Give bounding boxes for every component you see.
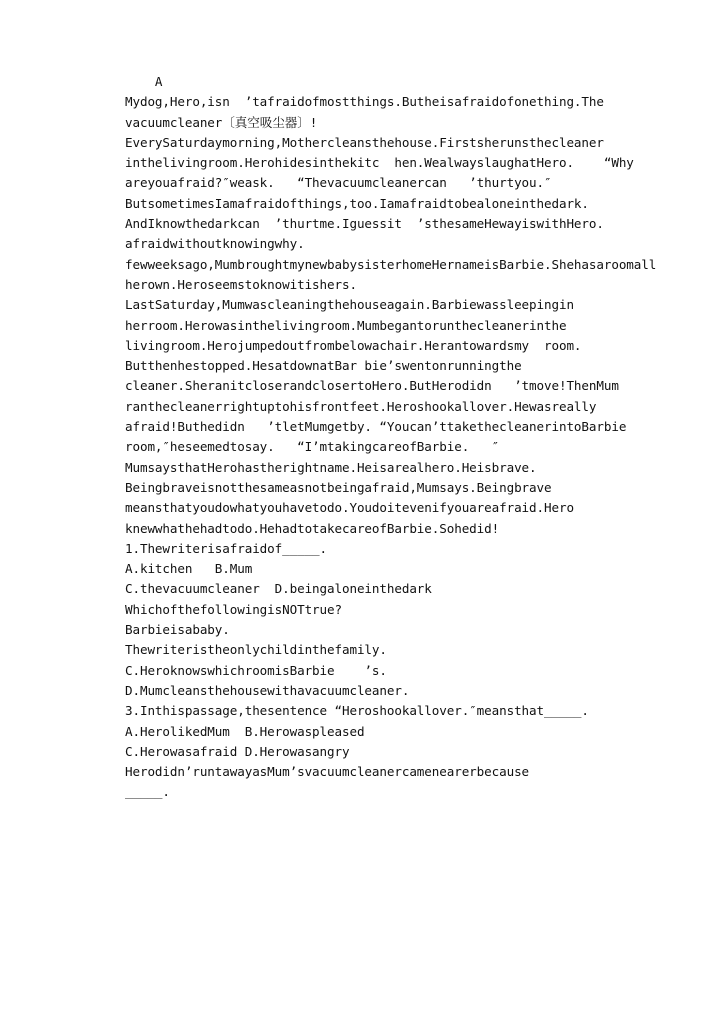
passage-line: LastSaturday,Mumwascleaningthehouseagain.Barbiewassleepingin <box>125 297 574 313</box>
question-2-option-a: Barbieisababy. <box>125 622 230 638</box>
question-2: WhichofthefollowingisNOTtrue? <box>125 601 342 617</box>
question-1: 1.Thewriterisafraidof_____. <box>125 540 328 556</box>
passage-label: A <box>125 74 163 89</box>
question-1-options-ab: A.kitchen B.Mum <box>125 561 253 577</box>
passage-line: AndIknowthedarkcan ’thurtme.Iguessit ’sthesameHewayiswithHero. <box>125 216 604 232</box>
passage-line: Butthenhestopped.HesatdownatBar bie’swentonrunningthe <box>125 358 522 374</box>
passage-line: inthelivingroom.Herohidesinthekitc hen.WealwayslaughatHero. “Why <box>125 155 634 171</box>
passage-line: areyouafraid?″weask. “Thevacuumcleanercan ’thurtyou.″ <box>125 175 552 191</box>
question-3-options-cd: C.Herowasafraid D.Herowasangry <box>125 743 350 759</box>
question-2-option-b: Thewriteristheonlychildinthefamily. <box>125 642 387 658</box>
question-4: Herodidn’runtawayasMum’svacuumcleanercamenearerbecause <box>125 764 530 780</box>
passage-line: vacuumcleaner〔真空吸尘器〕! <box>125 114 318 130</box>
passage-line: afraidwithoutknowingwhy. <box>125 236 305 252</box>
passage-line: ButsometimesIamafraidofthings,too.Iamafraidtobealoneinthedark. <box>125 195 589 211</box>
passage-line: MumsaysthatHerohastherightname.Heisarealhero.Heisbrave. <box>125 459 537 475</box>
passage-line: herown.Heroseemstoknowitishers. <box>125 276 357 292</box>
question-3: 3.Inthispassage,thesentence “Heroshookallover.″meansthat_____. <box>125 703 589 719</box>
passage-line: Mydog,Hero,isn ’tafraidofmostthings.Butheisafraidofonething.The <box>125 94 604 110</box>
passage-line: knewwhathehadtodo.HehadtotakecareofBarbie.Sohedid! <box>125 520 500 536</box>
question-2-option-c: C.HeroknowswhichroomisBarbie ’s. <box>125 662 387 678</box>
passage-line: meansthatyoudowhatyouhavetodo.Youdoitevenifyouareafraid.Hero <box>125 500 574 516</box>
passage-line: ranthecleanerrightuptohisfrontfeet.Heroshookallover.Hewasreally <box>125 398 597 414</box>
question-3-options-ab: A.HerolikedMum B.Herowaspleased <box>125 723 365 739</box>
passage-line: Beingbraveisnotthesameasnotbeingafraid,Mumsays.Beingbrave <box>125 479 552 495</box>
passage-line: EverySaturdaymorning,Mothercleansthehouse.Firstsherunsthecleaner <box>125 134 604 150</box>
question-1-options-cd: C.thevacuumcleaner D.beingaloneinthedark <box>125 581 432 597</box>
passage-line: herroom.Herowasinthelivingroom.Mumbegantorunthecleanerinthe <box>125 317 567 333</box>
question-4-blank: _____. <box>125 784 170 800</box>
passage-line: livingroom.Herojumpedoutfrombelowachair.Herantowardsmy room. <box>125 337 582 353</box>
document-body <box>125 72 695 803</box>
passage-line: afraid!Buthedidn ’tletMumgetby. “Youcan’ttakethecleanerintoBarbie <box>125 419 627 435</box>
question-2-option-d: D.Mumcleansthehousewithavacuumcleaner. <box>125 682 410 698</box>
passage-line: fewweeksago,MumbroughtmynewbabysisterhomeHernameisBarbie.Shehasaroomall <box>125 256 657 272</box>
passage-line: cleaner.SheranitcloserandclosertoHero.ButHerodidn ’tmove!ThenMum <box>125 378 619 394</box>
passage-line: room,″heseemedtosay. “I’mtakingcareofBarbie. ″ <box>125 439 500 455</box>
